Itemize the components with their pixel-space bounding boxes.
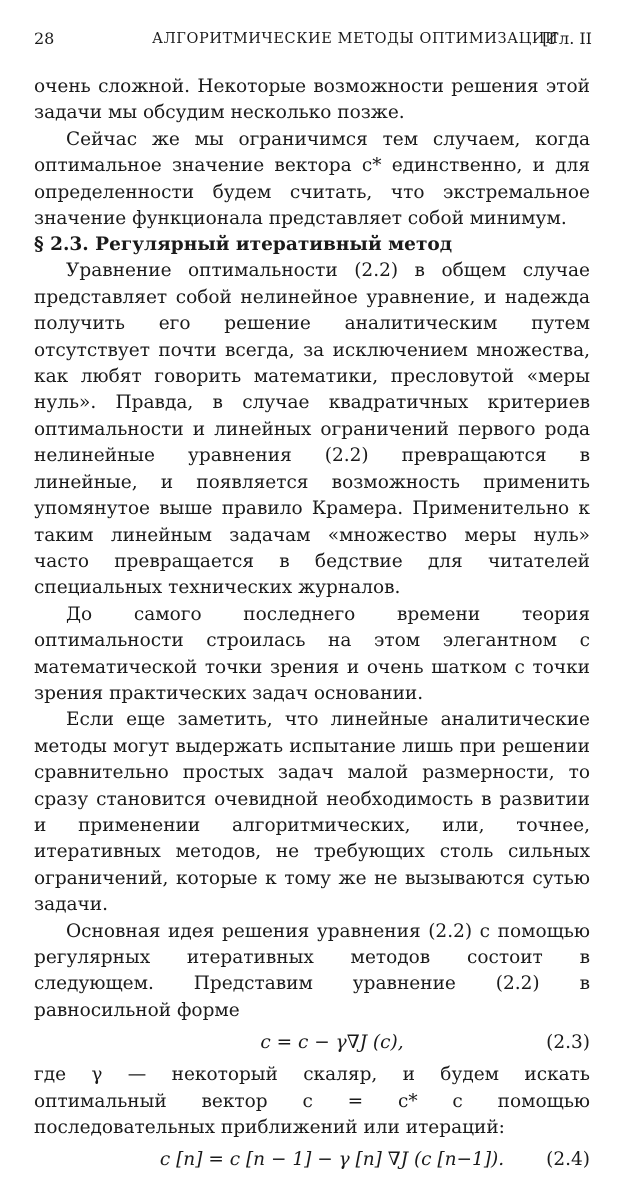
section-heading: § 2.3. Регулярный итеративный метод [34, 234, 453, 256]
equation-number: (2.4) [546, 1149, 590, 1171]
equation-formula: c [n] = c [n − 1] − γ [n] ∇J (c [n−1]). [159, 1149, 505, 1171]
running-header [34, 28, 592, 50]
equation-number: (2.3) [546, 1032, 590, 1054]
paragraph-main-idea: Основная идея решения уравнения (2.2) с помощью регулярных итеративных методов состоит в следующем. Представим уравнение (2.2) в равносильной форме [34, 920, 590, 1021]
equation-2-4 [34, 1147, 590, 1175]
paragraph-continuation: очень сложной. Некоторые возможности решения этой задачи мы обсудим несколько позже. [34, 76, 590, 124]
paragraph-uniqueness: Сейчас же мы ограничимся тем случаем, когда оптимальное значение вектора c* единственно, и для определенности будем считать, что экстремальное значение функционала представляет собой минимум. [34, 128, 590, 230]
equation-formula: c = c − γ∇J (c), [260, 1032, 404, 1054]
running-title: АЛГОРИТМИЧЕСКИЕ МЕТОДЫ ОПТИМИЗАЦИИ [152, 31, 559, 47]
page-number: 28 [34, 29, 55, 48]
paragraph-optimality-equation: Уравнение оптимальности (2.2) в общем случае представляет собой нелинейное уравнение, и надежда получить его решение аналитическим путем отсутствует почти всегда, за исключением множества, как любят говорить математики, пресловутой «меры нуль». Правда, в случае квадратичных критериев оптимальности и линейных ограничений первого рода нелинейные уравнения (2.2) превращаются в линейные, и появляется возможность применить упомянутое выше правило Крамера. Применительно к таким линейным задачам «множество меры нуль» часто превращается в бедствие для читателей специальных технических журналов. [34, 260, 590, 599]
paragraph-theory-history: До самого последнего времени теория оптимальности строилась на этом элегантном с математической точки зрения и очень шатком с точки зрения практических задач основании. [34, 603, 590, 704]
equation-2-3 [34, 1030, 590, 1058]
paragraph-iterative-methods: Если еще заметить, что линейные аналитические методы могут выдержать испытание лишь при решении сравнительно простых задач малой размерности, то сразу становится очевидной необходимость в развитии и применении алгоритмических, или, точнее, итеративных методов, не требующих столь сильных ограничений, которые к тому же не вызываются сутью задачи. [34, 709, 590, 916]
chapter-marker: [Гл. II [542, 29, 592, 48]
paragraph-gamma-definition: где γ — некоторый скаляр, и будем искать оптимальный вектор c = c* с помощью последовательных приближений или итераций: [34, 1064, 590, 1139]
page-body [34, 74, 590, 1179]
